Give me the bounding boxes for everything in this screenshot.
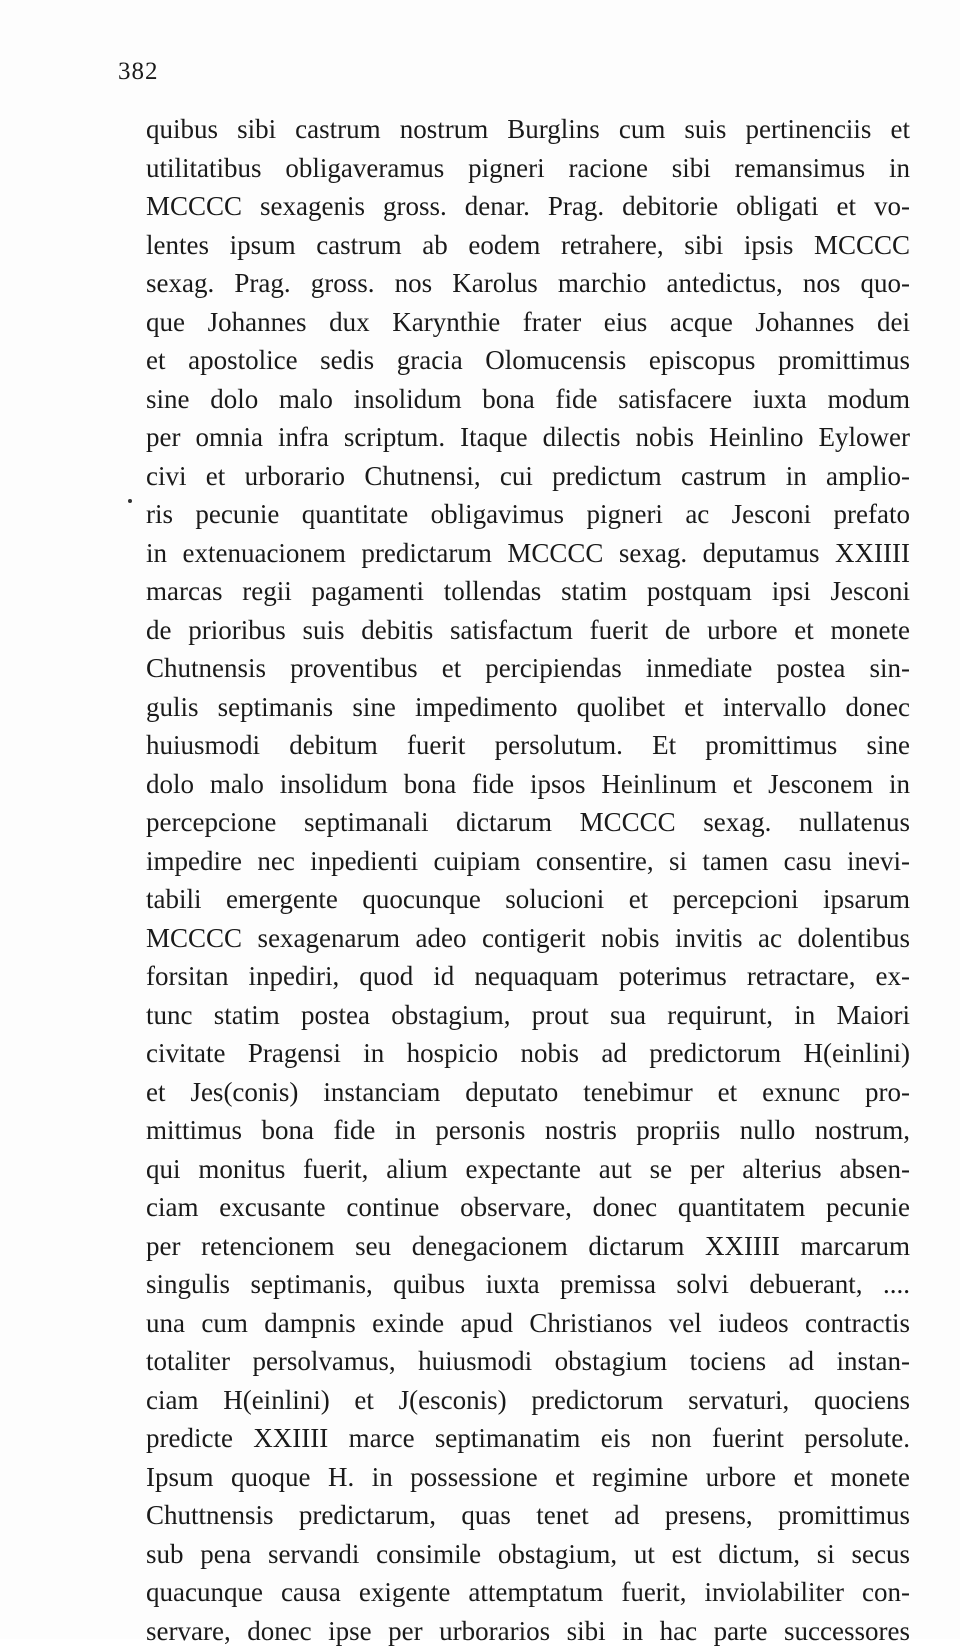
text-line: una cum dampnis exinde apud Christianos vel iudeos contractis [146,1304,910,1343]
text-line: et Jes(conis) instanciam deputato tenebimur et exnunc pro- [146,1073,910,1112]
text-line: MCCCC sexagenarum adeo contigerit nobis invitis ac dolentibus [146,919,910,958]
text-line: forsitan inpediri, quod id nequaquam poterimus retractare, ex- [146,957,910,996]
text-line: ciam excusante continue observare, donec quantitatem pecunie [146,1188,910,1227]
text-line: de prioribus suis debitis satisfactum fuerit de urbore et monete [146,611,910,650]
text-line: utilitatibus obligaveramus pigneri racione sibi remansimus in [146,149,910,188]
text-line: sub pena servandi consimile obstagium, ut est dictum, si secus [146,1535,910,1574]
text-line: predicte XXIIII marce septimanatim eis non fuerint persolute. [146,1419,910,1458]
text-line: quacunque causa exigente attemptatum fuerit, inviolabiliter con- [146,1573,910,1612]
text-line: Ipsum quoque H. in possessione et regimine urbore et monete [146,1458,910,1497]
text-line: mittimus bona fide in personis nostris propriis nullo nostrum, [146,1111,910,1150]
text-line: dolo malo insolidum bona fide ipsos Heinlinum et Jesconem in [146,765,910,804]
text-line: in extenuacionem predictarum MCCCC sexag. deputamus XXIIII [146,534,910,573]
text-line: Chutnensis proventibus et percipiendas inmediate postea sin- [146,649,910,688]
text-line: gulis septimanis sine impedimento quolibet et intervallo donec [146,688,910,727]
text-line: qui monitus fuerit, alium expectante aut se per alterius absen- [146,1150,910,1189]
text-line: ris pecunie quantitate obligavimus pigneri ac Jesconi prefato [146,495,910,534]
body-text [146,110,910,1650]
text-line: quibus sibi castrum nostrum Burglins cum suis pertinenciis et [146,110,910,149]
text-line: tunc statim postea obstagium, prout sua requirunt, in Maiori [146,996,910,1035]
text-line: lentes ipsum castrum ab eodem retrahere, sibi ipsis MCCCC [146,226,910,265]
text-line: Chuttnensis predictarum, quas tenet ad presens, promittimus [146,1496,910,1535]
text-line: percepcione septimanali dictarum MCCCC sexag. nullatenus [146,803,910,842]
page-number: 382 [118,58,159,86]
text-line: MCCCC sexagenis gross. denar. Prag. debitorie obligati et vo- [146,187,910,226]
text-line: huiusmodi debitum fuerit persolutum. Et promittimus sine [146,726,910,765]
text-line: ciam H(einlini) et J(esconis) predictorum servaturi, quociens [146,1381,910,1420]
text-line: totaliter persolvamus, huiusmodi obstagium tociens ad instan- [146,1342,910,1381]
text-line: sine dolo malo insolidum bona fide satisfacere iuxta modum [146,380,910,419]
text-line: que Johannes dux Karynthie frater eius acque Johannes dei [146,303,910,342]
text-line: et apostolice sedis gracia Olomucensis episcopus promittimus [146,341,910,380]
text-line: per omnia infra scriptum. Itaque dilectis nobis Heinlino Eylower [146,418,910,457]
text-line: sexag. Prag. gross. nos Karolus marchio antedictus, nos quo- [146,264,910,303]
text-line: per retencionem seu denegacionem dictarum XXIIII marcarum [146,1227,910,1266]
text-line: civitate Pragensi in hospicio nobis ad predictorum H(einlini) [146,1034,910,1073]
text-line: marcas regii pagamenti tollendas statim postquam ipsi Jesconi [146,572,910,611]
margin-dot-mark [128,499,132,503]
text-line: impedire nec inpedienti cuipiam consentire, si tamen casu inevi- [146,842,910,881]
text-line: servare, donec ipse per urborarios sibi in hac parte successores [146,1612,910,1650]
text-line: civi et urborario Chutnensi, cui predictum castrum in amplio- [146,457,910,496]
text-line: singulis septimanis, quibus iuxta premissa solvi debuerant, .... [146,1265,910,1304]
text-line: tabili emergente quocunque solucioni et percepcioni ipsarum [146,880,910,919]
